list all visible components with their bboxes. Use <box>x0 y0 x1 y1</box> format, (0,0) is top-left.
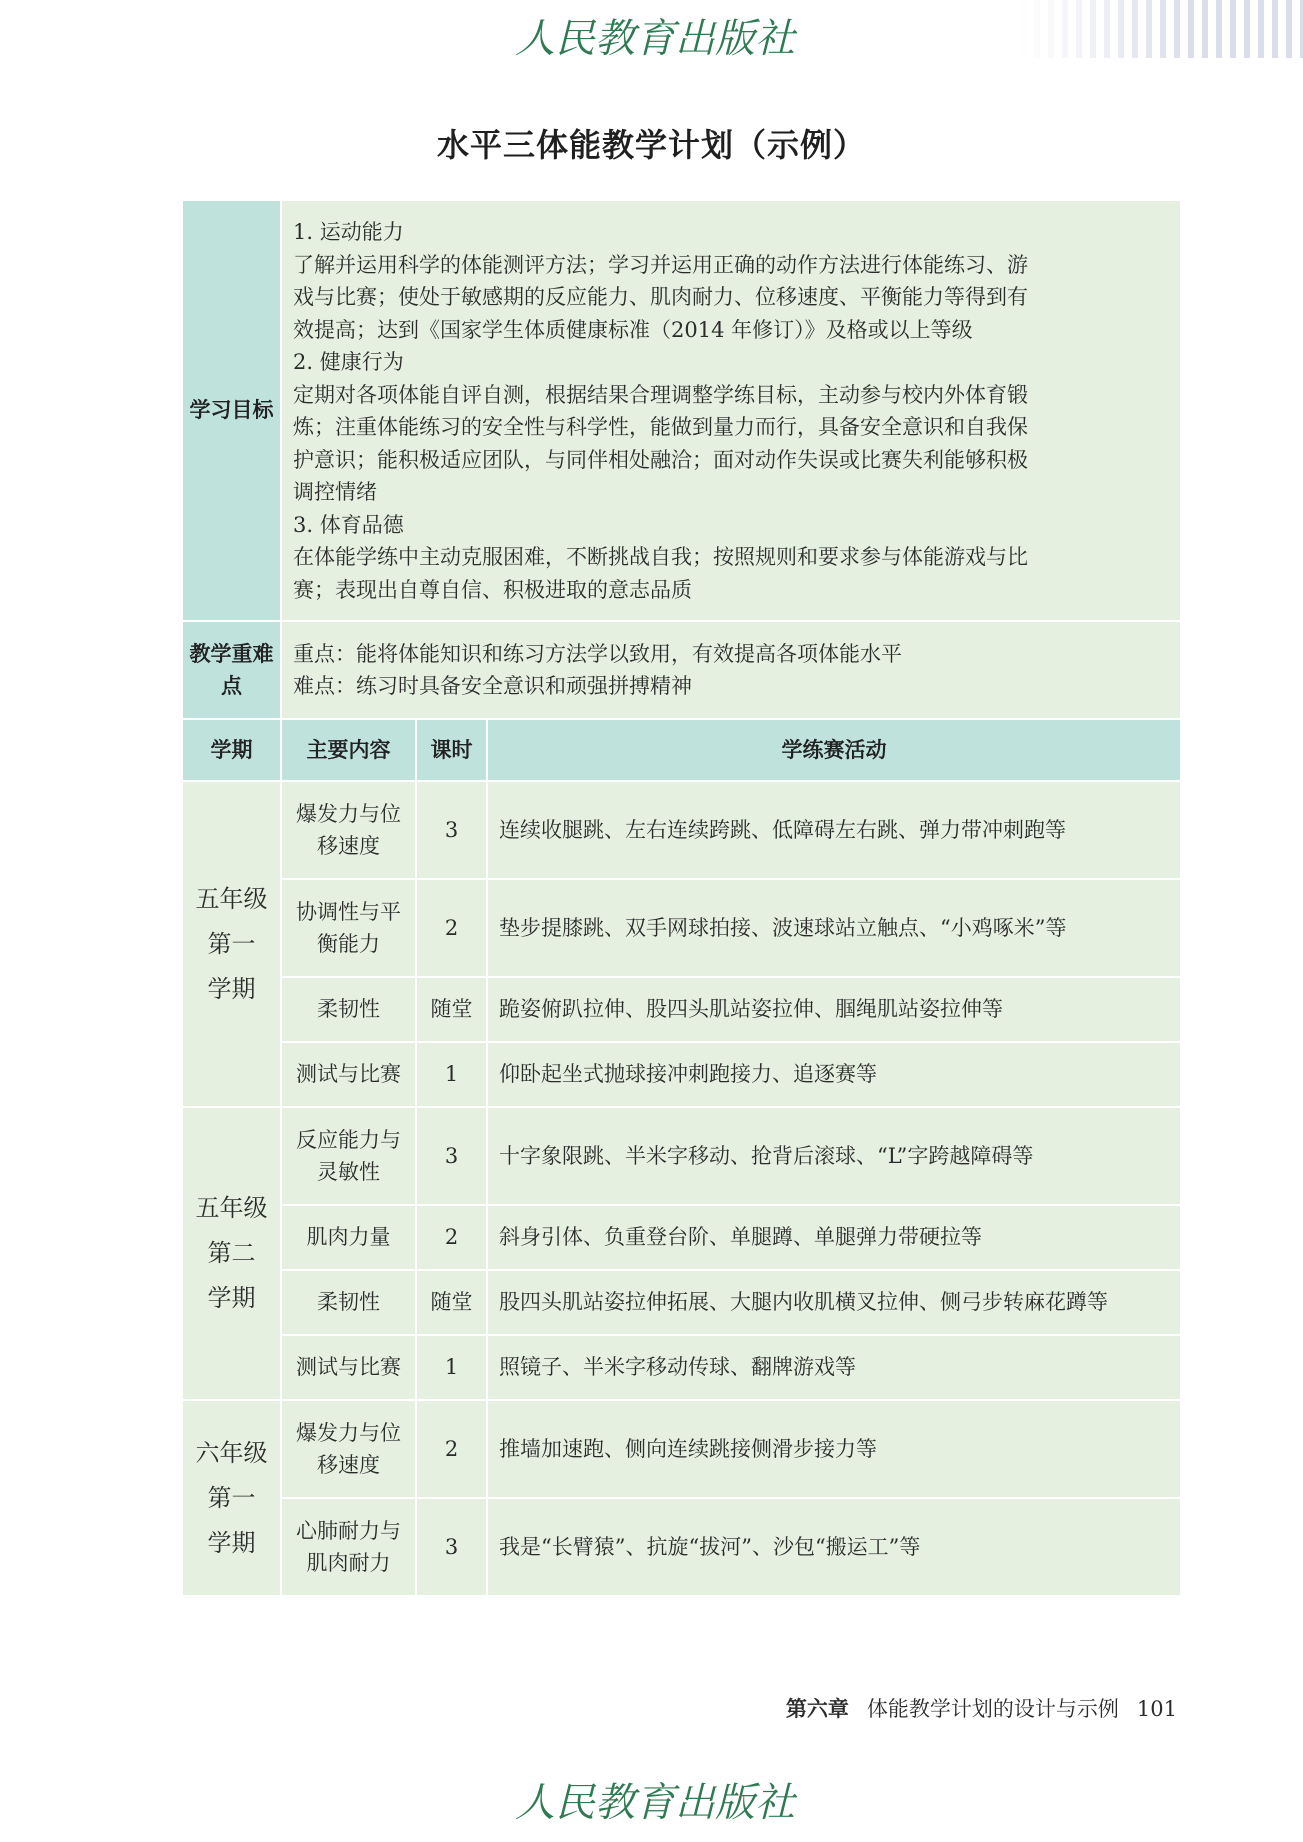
goals-line: 调控情绪 <box>293 480 377 504</box>
activity-cell: 十字象限跳、半米字移动、抢背后滚球、“L”字跨越障碍等 <box>487 1107 1181 1205</box>
term-cell <box>182 1400 281 1596</box>
table-row <box>182 1107 1181 1205</box>
header-content: 主要内容 <box>281 719 416 781</box>
table-row <box>182 1400 1181 1498</box>
activity-cell: 我是“长臂猿”、抗旋“拔河”、沙包“搬运工”等 <box>487 1498 1181 1596</box>
hours-cell: 3 <box>416 1498 487 1596</box>
hours-cell: 2 <box>416 1400 487 1498</box>
goals-label: 学习目标 <box>182 200 281 621</box>
activity-cell: 斜身引体、负重登台阶、单腿蹲、单腿弹力带硬拉等 <box>487 1205 1181 1270</box>
table-row <box>182 977 1181 1042</box>
content-line: 肌肉力量 <box>306 1225 391 1250</box>
goals-row <box>182 200 1181 621</box>
content-line: 测试与比赛 <box>296 1355 401 1380</box>
content-line: 柔韧性 <box>317 997 380 1022</box>
content-cell <box>281 1042 416 1107</box>
content-cell <box>281 1205 416 1270</box>
table-header-row <box>182 719 1181 781</box>
publisher-logo-bottom <box>470 1772 840 1832</box>
content-cell <box>281 977 416 1042</box>
term-name-line: 学期 <box>207 1528 256 1557</box>
teaching-plan-table <box>181 199 1182 1597</box>
goals-line: 3. 体育品德 <box>293 512 404 537</box>
content-line: 衡能力 <box>317 932 380 956</box>
content-cell <box>281 1335 416 1400</box>
table-row <box>182 1205 1181 1270</box>
difficulty-line: 重点：能将体能知识和练习方法学以致用，有效提高各项体能水平 <box>293 641 902 666</box>
content-line: 移速度 <box>317 1453 380 1477</box>
content-line: 柔韧性 <box>317 1290 380 1315</box>
page-number: 101 <box>1136 1697 1177 1721</box>
table-row <box>182 1270 1181 1335</box>
activity-cell: 仰卧起坐式抛球接冲刺跑接力、追逐赛等 <box>487 1042 1181 1107</box>
activity-cell: 照镜子、半米字移动传球、翻牌游戏等 <box>487 1335 1181 1400</box>
goals-line: 赛；表现出自尊自信、积极进取的意志品质 <box>293 577 692 602</box>
publisher-logo-text: 人民教育出版社 <box>515 16 795 62</box>
hours-cell: 随堂 <box>416 977 487 1042</box>
hours-cell: 3 <box>416 781 487 879</box>
goals-line: 在体能学练中主动克服困难，不断挑战自我；按照规则和要求参与体能游戏与比 <box>293 545 1028 569</box>
term-name-line: 五年级 <box>195 884 268 913</box>
table-row <box>182 1042 1181 1107</box>
header-stripes-decoration <box>1020 0 1303 58</box>
content-cell <box>281 781 416 879</box>
header-activity: 学练赛活动 <box>487 719 1181 781</box>
content-line: 心肺耐力与 <box>296 1518 401 1543</box>
table-row <box>182 879 1181 977</box>
term-name-line: 第一 <box>207 929 256 958</box>
content-cell <box>281 1400 416 1498</box>
hours-cell: 1 <box>416 1042 487 1107</box>
activity-cell: 推墙加速跑、侧向连续跳接侧滑步接力等 <box>487 1400 1181 1498</box>
publisher-logo <box>470 8 840 68</box>
activity-cell: 跪姿俯趴拉伸、股四头肌站姿拉伸、腘绳肌站姿拉伸等 <box>487 977 1181 1042</box>
header-hours: 课时 <box>416 719 487 781</box>
activity-cell: 连续收腿跳、左右连续跨跳、低障碍左右跳、弹力带冲刺跑等 <box>487 781 1181 879</box>
content-cell <box>281 1107 416 1205</box>
term-cell <box>182 781 281 1107</box>
content-line: 反应能力与 <box>296 1127 401 1152</box>
activity-cell: 股四头肌站姿拉伸拓展、大腿内收肌横叉拉伸、侧弓步转麻花蹲等 <box>487 1270 1181 1335</box>
goals-line: 1. 运动能力 <box>293 220 404 244</box>
content-line: 灵敏性 <box>317 1160 380 1184</box>
content-line: 移速度 <box>317 834 380 858</box>
term-name-line: 六年级 <box>195 1438 268 1467</box>
difficulty-line: 难点：练习时具备安全意识和顽强拼搏精神 <box>293 674 692 698</box>
term-name-line: 第一 <box>207 1483 256 1512</box>
header-term: 学期 <box>182 719 281 781</box>
table-row <box>182 1335 1181 1400</box>
activity-cell: 垫步提膝跳、双手网球拍接、波速球站立触点、“小鸡啄米”等 <box>487 879 1181 977</box>
page-title: 水平三体能教学计划（示例） <box>436 126 866 164</box>
content-line: 协调性与平 <box>296 899 401 924</box>
goals-text <box>281 200 1181 621</box>
publisher-logo-bottom-text: 人民教育出版社 <box>515 1780 795 1826</box>
difficulty-row <box>182 621 1181 719</box>
goals-line: 效提高；达到《国家学生体质健康标准（2014 年修订）》及格或以上等级 <box>293 317 973 342</box>
content-line: 爆发力与位 <box>296 801 401 826</box>
content-cell <box>281 1270 416 1335</box>
goals-line: 护意识；能积极适应团队，与同伴相处融洽；面对动作失误或比赛失利能够积极 <box>293 447 1028 472</box>
content-line: 测试与比赛 <box>296 1062 401 1087</box>
goals-line: 戏与比赛；使处于敏感期的反应能力、肌肉耐力、位移速度、平衡能力等得到有 <box>293 285 1028 309</box>
difficulty-text <box>281 621 1181 719</box>
content-line: 爆发力与位 <box>296 1420 401 1445</box>
content-cell <box>281 1498 416 1596</box>
content-cell <box>281 879 416 977</box>
term-name-line: 学期 <box>207 974 256 1003</box>
footer-chapter: 第六章 <box>785 1697 849 1721</box>
term-name-line: 学期 <box>207 1284 256 1312</box>
hours-cell: 随堂 <box>416 1270 487 1335</box>
hours-cell: 2 <box>416 879 487 977</box>
hours-cell: 3 <box>416 1107 487 1205</box>
term-cell <box>182 1107 281 1400</box>
table-row <box>182 781 1181 879</box>
difficulty-label: 教学重难点 <box>182 621 281 719</box>
table-row <box>182 1498 1181 1596</box>
content-line: 肌肉耐力 <box>306 1551 391 1575</box>
term-name-line: 五年级 <box>195 1194 268 1222</box>
footer-chapter-title: 体能教学计划的设计与示例 <box>866 1697 1119 1721</box>
goals-line: 2. 健康行为 <box>293 350 404 374</box>
page-footer <box>786 1693 1177 1723</box>
hours-cell: 1 <box>416 1335 487 1400</box>
goals-line: 定期对各项体能自评自测，根据结果合理调整学练目标，主动参与校内外体育锻 <box>293 382 1028 407</box>
goals-line: 了解并运用科学的体能测评方法；学习并运用正确的动作方法进行体能练习、游 <box>293 252 1028 277</box>
term-name-line: 第二 <box>207 1239 256 1267</box>
goals-line: 炼；注重体能练习的安全性与科学性，能做到量力而行，具备安全意识和自我保 <box>293 415 1028 439</box>
hours-cell: 2 <box>416 1205 487 1270</box>
